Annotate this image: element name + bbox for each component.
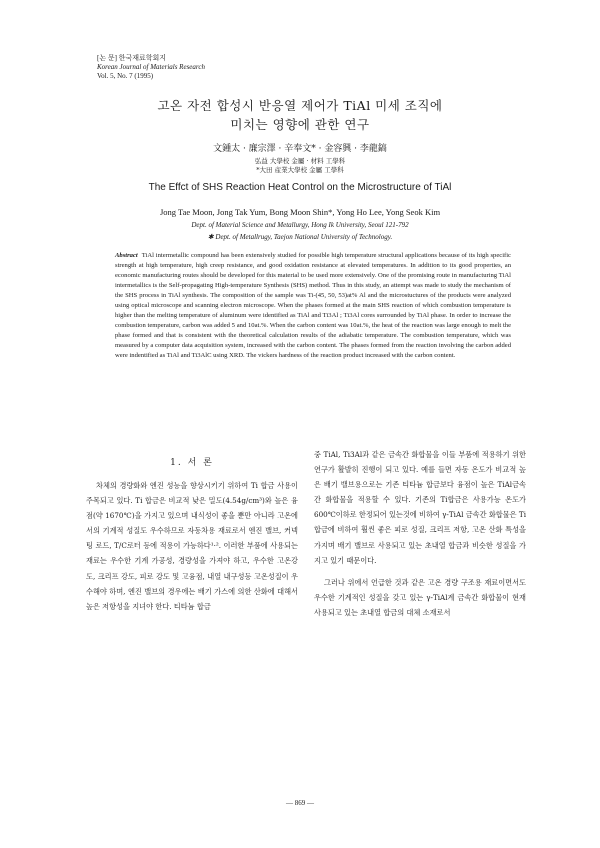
journal-header	[97, 54, 205, 81]
authors-ko: 文鍾太 · 廉宗澤 · 辛奉文* · 金容興 · 李龍鎬	[213, 144, 387, 154]
affiliation-ko-2: *大田 産業大學校 金屬 工學科	[256, 166, 344, 174]
affiliation-en-2: ✱ Dept. of Metallrugy, Taejon National University of Technology.	[207, 233, 393, 241]
authors-en: Jong Tae Moon, Jong Tak Yum, Bong Moon Shin*, Yong Ho Lee, Yong Seok Kim	[159, 207, 441, 217]
body-paragraph-3: 그러나 위에서 언급한 것과 같은 고온 경량 구조용 재료이면서도 우수한 기계적인 성질을 갖고 있는 γ-TiAl계 금속간 화합물이 현재 사용되고 있는 초내열 합금의 대체 소재로서	[314, 577, 526, 617]
column-right	[314, 447, 526, 620]
abstract-label: Abstract	[115, 252, 138, 259]
journal-name-ko: [논 문] 한국재료학회지	[97, 54, 167, 62]
journal-volume: Vol. 5, No. 7 (1995)	[97, 72, 154, 80]
affiliation-ko-1: 弘益 大學校 金屬 · 材料 工學科	[254, 157, 346, 165]
page-number: — 869 —	[286, 799, 314, 807]
title-en: The Effct of SHS Reaction Heat Control on the Microstructure of TiAl	[148, 182, 452, 193]
body-paragraph-1: 차체의 경량화와 엔진 성능을 향상시키기 위하여 Ti 합금 사용이 주목되고 있다. Ti 합금은 비교적 낮은 밀도(4.54g/cm³)와 높은 융점(약 1670℃)을 가지고 있으며 내식성이 좋을 뿐만 아니라 고온에서의 기계적 성질도 우수하므로 자동차용 재료로서 엔진 밸브, 커넥팅 로드, T/C로터 등에 적용이 가능하다¹·². 이러한 부품에 사용되는 재료는 우수한 기계 가공성, 경량성을 가져야 하고, 우수한 고온강도, 크리프 강도, 피로 강도 및 고융점, 내열 내구성등 고온성질이 우수해야 하며, 엔진 밸브의 경우에는 배기 가스에 의한 산화에 대해서 높은 저항성을 지녀야 한다. 티타늄 합금	[86, 481, 298, 611]
body-paragraph-2: 중 TiAl, Ti3Al과 같은 금속간 화합물을 이들 부품에 적용하기 위한 연구가 활발히 진행이 되고 있다. 예를 들면 자동 온도가 비교적 높은 배기 밸브용으로는 기존 티타늄 합금보다 융점이 높은 TiAl금속간 화합물을 적용할 수 있다. 기존의 Ti합금은 사용가능 온도가 600℃이하로 한정되어 있는것에 비하여 γ-TiAl 금속간 화합물은 Ti합금에 비하여 훨씬 좋은 피로 성질, 크리프 저항, 고온 산화 특성을 가지며 배기 밸브로 사용되고 있는 초내열 합금과 비슷한 성질을 가지고 있기 때문이다.	[314, 450, 526, 565]
abstract	[115, 251, 511, 362]
title-ko-line2: 미치는 영향에 관한 연구	[230, 117, 370, 132]
journal-name-en: Korean Journal of Materials Research	[97, 63, 205, 71]
section-heading: 1. 서 론	[170, 458, 214, 468]
column-left	[86, 447, 298, 614]
title-ko-line1: 고온 자전 합성시 반응열 제어가 TiAl 미세 조직에	[157, 98, 443, 113]
affiliation-en-1: Dept. of Material Science and Metallurgy, Hong Ik University, Seoul 121-792	[191, 221, 409, 229]
abstract-text: TiAl intermetallic compound has been extensively studied for possible high temperature structural applications because of its high specific strength at high temperature, high creep resistance, and good oxidation resistance at elevated temperatures. In addition to its good properties, an economic manufacturing routes should be developed for this material to be used more extensively. One of the promising route in manufacturing TiAl intermetallics is the Self-propagating High-temperature Synthesis (SHS) method. Thus in this study, an attempt was made to study the mechanism of the SHS process in TiAl synthesis. The composition of the sample was Ti-(45, 50, 53)at% Al and the microstuctures of the products were analyzed using optical microscope and scanning electron microscope. When the phases formed at the main SHS reaction of which combustion temperature is higher than the melting temperature of aluminum were identified as TiAl and Ti3Al ; Ti3Al cores surrounded by TiAl phase. In order to increase the combustion temperature, carbon was added 5 and 10at.%. When the carbon content was 10at.%, the heat of the reaction was large enough to melt the phase formed and that is consistent with the theoretical calculation results of the adiabatic temperature. The combustion temperature, which was measured by a computer data acquisition system, increased with the carbon content. The phases formed from the reaction involving the carbon added were indentified as TiAl and Ti3AlC using XRD. The vickers hardness of the reaction product increased with the carbon content.	[115, 252, 511, 360]
